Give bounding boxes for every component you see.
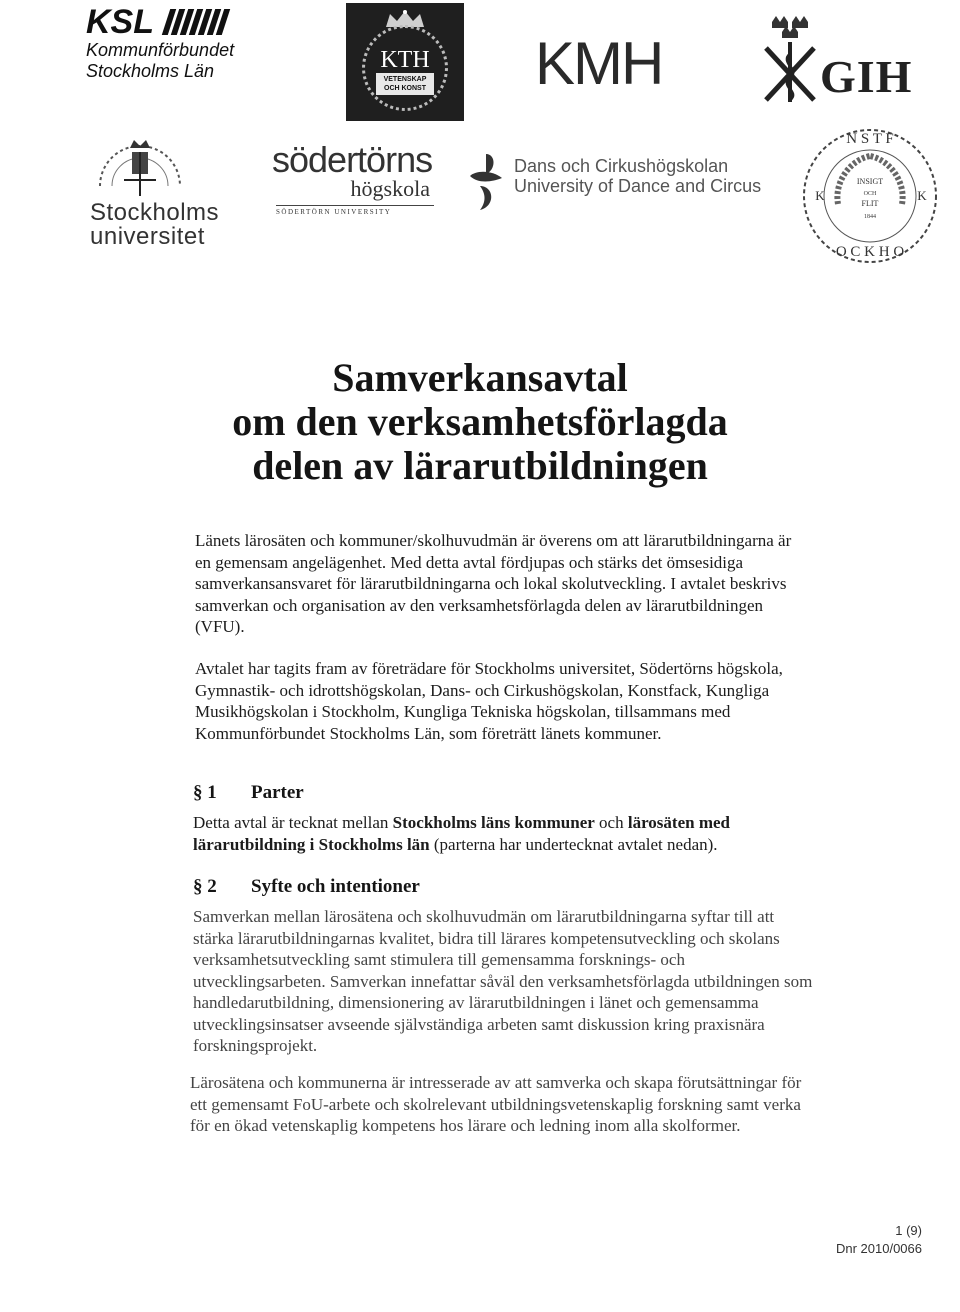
document-number: Dnr 2010/0066: [835, 1241, 922, 1256]
konstfack-motto-3: FLIT: [861, 199, 879, 208]
doch-name-english: University of Dance and Circus: [514, 176, 762, 196]
sodertorn-english: SÖDERTÖRN UNIVERSITY: [276, 208, 392, 216]
page-number: 1 (9): [895, 1223, 922, 1238]
sodertorn-subword: högskola: [350, 176, 430, 201]
kth-logo: [346, 3, 464, 121]
konstfack-seal-icon: [800, 126, 940, 266]
su-logo: [90, 130, 250, 250]
gih-logo: [758, 14, 938, 104]
konstfack-motto-2: OCH: [863, 191, 877, 197]
section-1-text-b: och: [594, 813, 628, 832]
svg-text:N S T F: N S T F: [846, 131, 894, 147]
kth-wordmark: KTH: [380, 47, 430, 73]
section-2-number: § 2: [193, 876, 217, 897]
section-1-heading: [193, 782, 304, 804]
title-line3: delen av lärarutbildningen: [252, 443, 708, 488]
doch-logo: [466, 150, 786, 214]
ksl-stripes: [162, 9, 230, 35]
doch-mark-icon: [466, 152, 506, 212]
section-2-paragraph-1: Samverkan mellan lärosätena och skolhuvudmän om lärarutbildningarna syftar till att stärka lärarutbildningarnas kvalitet, bidra till lärares kompetensutveckling och skolans verksamhetsutveckling samt stimulera till gemensamma forsknings- och utvecklingsarbeten. Samverkan innefattar såväl den verksamhetsförlagda utbildningen som handledarutbildning, dimensionering av lärarutbildningen i länet och gemensamma utvecklingsinsatser avseende självständiga arbeten samt diskussion kring praxisnära forskningsprojekt.: [193, 907, 813, 1055]
kmh-wordmark: KMH: [535, 30, 663, 97]
kth-motto: [376, 73, 434, 95]
doch-name: [514, 156, 761, 196]
konstfack-seal: [800, 126, 940, 266]
intro-paragraph-1: Länets lärosäten och kommuner/skolhuvudmän är överens om att lärarutbildningarna är en gemensam angelägenhet. Med detta avtal fördjupas och stärks det ömsesidiga samverkansansvaret för lärarutbildningarna och lokal skolutveckling. I avtalet beskrivs samverkan och organisation av den verksamhetsförlagda delen av lärarutbildningen (VFU).: [195, 531, 792, 636]
svg-text:K: K: [917, 188, 927, 203]
document-title: [100, 356, 860, 488]
section-1-text: [193, 812, 798, 855]
sodertorn-wordmark: södertörns: [272, 139, 433, 180]
section-1-title: Parter: [251, 782, 304, 803]
ksl-name-line1: Kommunförbundet: [86, 40, 235, 60]
kth-motto-line1: VETENSKAP: [383, 76, 427, 83]
konstfack-year: 1844: [864, 214, 876, 220]
su-name-line1: Stockholms: [90, 199, 220, 226]
intro-paragraph-2: Avtalet har tagits fram av företrädare för Stockholms universitet, Södertörns högskola, Gymnastik- och idrottshögskolan, Dans- och Cirkushögskolan, Konstfack, Kungliga Musikhögskolan i Stockholm, Kungliga Tekniska högskolan, tillsammans med Kommunförbundet Stockholms Län, som företrätt länets kommuner.: [195, 659, 783, 743]
gih-emblem-icon: [758, 14, 822, 104]
sodertorn-logo: [272, 139, 442, 222]
ksl-name-line2: Stockholms Län: [86, 61, 215, 81]
sodertorn-rule: [276, 205, 434, 206]
title-line1: Samverkansavtal: [332, 355, 628, 400]
kth-motto-line2: OCH KONST: [384, 85, 426, 92]
kmh-logo: [535, 30, 695, 106]
svg-text:K: K: [815, 188, 825, 203]
su-seal-icon: [90, 130, 190, 202]
ksl-wordmark: KSL: [86, 3, 154, 41]
section-2-title: Syfte och intentioner: [251, 876, 420, 897]
section-1-text-a: Detta avtal är tecknat mellan: [193, 813, 393, 832]
gih-wordmark: GIH: [820, 51, 913, 102]
section-2-heading: [193, 876, 420, 898]
title-line2: om den verksamhetsförlagda: [232, 399, 728, 444]
page-footer: [836, 1222, 922, 1258]
svg-text:O C K H O: O C K H O: [835, 244, 905, 260]
section-2-paragraph-2: Lärosätena och kommunerna är intresserade av att samverka och skapa förutsättningar för ett gemensamt FoU-arbete och skolrelevant utbildningsvetenskaplig forskning samt verka för en ökad vetenskaplig kompetens hos lärare och ledning inom alla skolformer.: [190, 1073, 802, 1135]
section-1-party-universities: lärosäten med lärarutbildning i Stockholms län: [193, 813, 730, 854]
doch-name-swedish: Dans och Cirkushögskolan: [514, 156, 729, 176]
su-name-line2: universitet: [90, 223, 205, 250]
section-1-party-municipalities: Stockholms läns kommuner: [392, 813, 595, 832]
ksl-logo: [86, 4, 286, 82]
section-1-number: § 1: [193, 782, 217, 803]
konstfack-motto-1: INSIGT: [856, 177, 884, 186]
section-1-text-c: (parterna har undertecknat avtalet nedan).: [429, 834, 718, 854]
